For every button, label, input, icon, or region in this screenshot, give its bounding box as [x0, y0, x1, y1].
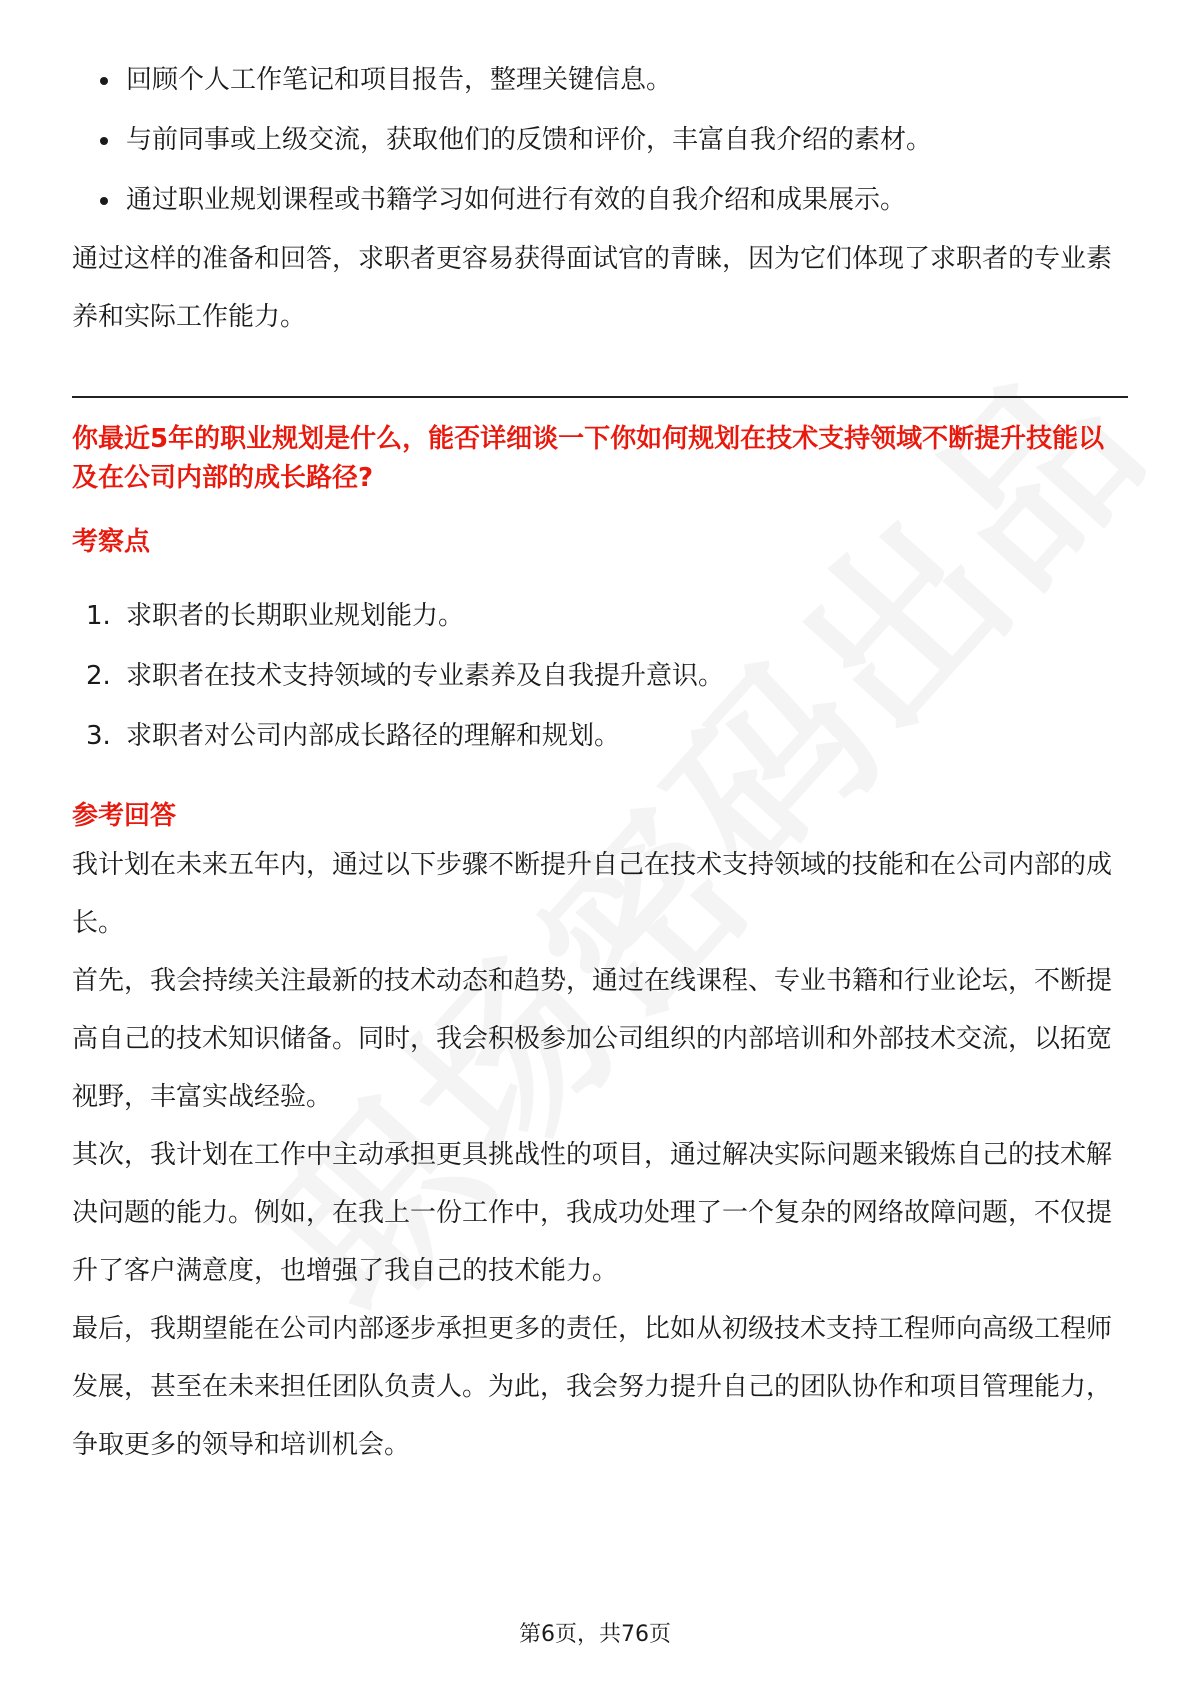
answer-label: 参考回答 [72, 801, 177, 831]
list-item [72, 110, 1128, 170]
answer-paragraph: 我计划在未来五年内，通过以下步骤不断提升自己在技术支持领域的技能和在公司内部的成长。 [72, 850, 1113, 938]
section-divider [72, 396, 1128, 398]
bullet-icon [100, 137, 108, 145]
list-item-text: 通过职业规划课程或书籍学习如何进行有效的自我介绍和成果展示。 [126, 185, 907, 215]
answer-paragraph: 最后，我期望能在公司内部逐步承担更多的责任，比如从初级技术支持工程师向高级工程师发展，甚至在未来担任团队负责人。为此，我会努力提升自己的团队协作和项目管理能力，争取更多的领导和培训机会。 [72, 1314, 1113, 1460]
list-item [72, 50, 1128, 110]
list-item [72, 646, 1128, 706]
list-item-text: 求职者在技术支持领域的专业素养及自我提升意识。 [126, 661, 725, 691]
page-content [72, 50, 1128, 1474]
question-heading: 你最近5年的职业规划是什么，能否详细谈一下你如何规划在技术支持领域不断提升技能以及在公司内部的成长路径? [72, 424, 1105, 493]
list-item [72, 706, 1128, 766]
top-bullet-list [72, 50, 1128, 230]
list-item-text: 与前同事或上级交流，获取他们的反馈和评价，丰富自我介绍的素材。 [126, 125, 933, 155]
page-number-footer: 第6页，共76页 [519, 1622, 671, 1647]
list-item-number: 2. [86, 661, 111, 691]
list-item-number: 1. [86, 601, 111, 631]
bullet-icon [100, 197, 108, 205]
bullet-icon [100, 77, 108, 85]
list-item-text: 求职者对公司内部成长路径的理解和规划。 [126, 721, 621, 751]
list-item-text: 求职者的长期职业规划能力。 [126, 601, 465, 631]
list-item-text: 回顾个人工作笔记和项目报告，整理关键信息。 [126, 65, 673, 95]
list-item [72, 586, 1128, 646]
answer-paragraph: 首先，我会持续关注最新的技术动态和趋势，通过在线课程、专业书籍和行业论坛，不断提高自己的技术知识储备。同时，我会积极参加公司组织的内部培训和外部技术交流，以拓宽视野，丰富实战经验。 [72, 966, 1113, 1112]
exam-points-list [72, 586, 1128, 766]
exam-points-label: 考察点 [72, 527, 151, 557]
summary-paragraph: 通过这样的准备和回答，求职者更容易获得面试官的青睐，因为它们体现了求职者的专业素养和实际工作能力。 [72, 244, 1113, 332]
list-item-number: 3. [86, 721, 111, 751]
answer-paragraph: 其次，我计划在工作中主动承担更具挑战性的项目，通过解决实际问题来锻炼自己的技术解决问题的能力。例如，在我上一份工作中，我成功处理了一个复杂的网络故障问题，不仅提升了客户满意度，也增强了我自己的技术能力。 [72, 1140, 1113, 1286]
list-item [72, 170, 1128, 230]
